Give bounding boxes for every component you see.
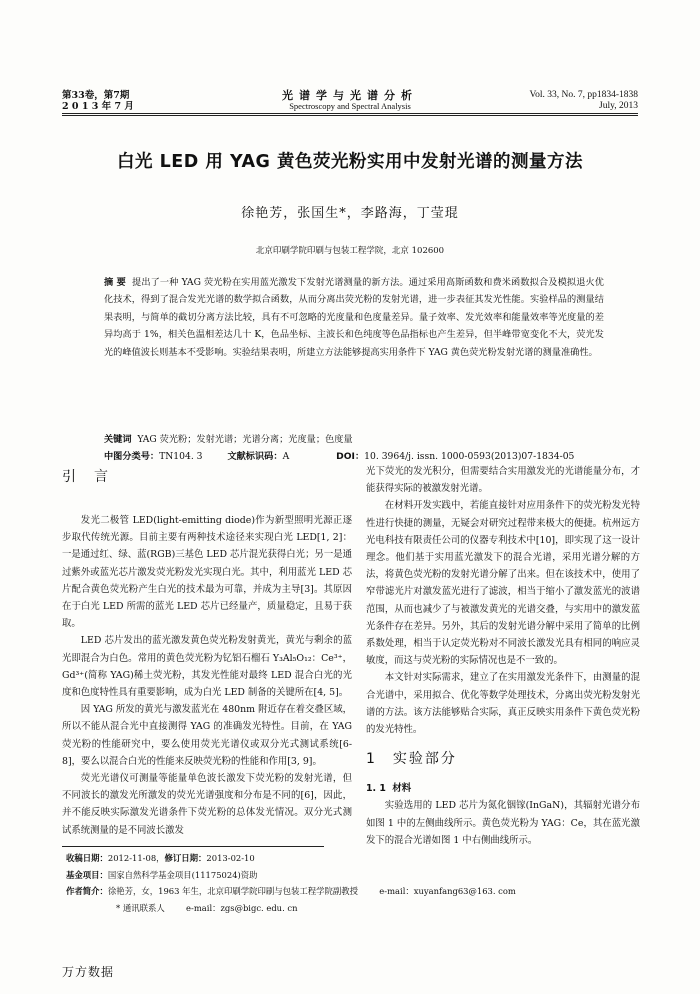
section-1-number: 1 — [366, 751, 377, 768]
left-column — [62, 462, 352, 839]
publication-date: 2 0 1 3 年 7 月 — [62, 101, 134, 112]
running-header-center — [250, 90, 450, 112]
keywords-text: YAG 荧光粉；发射光谱；光谱分离；光度量；色度量 — [137, 434, 353, 445]
intro-paragraph-2: LED 芯片发出的蓝光激发黄色荧光粉发射黄光，黄光与剩余的蓝光即混合为白色。常用的黄色荧光粉为钇铝石榴石 Y₃Al₅O₁₂：Ce³⁺，Gd³⁺(简称 YAG)稀土荧光粉，其发光性能对最终 LED 混合白光的光度和色度特性具有重要影响，成为白光 LED 制备的关键所在[4, 5]。 — [62, 635, 352, 699]
intro-heading — [62, 460, 352, 494]
doc-code-value: A — [282, 451, 290, 462]
revised-date: 2013-02-10 — [206, 853, 255, 863]
intro-heading-char1: 引 — [62, 469, 78, 485]
journal-name-en: Spectroscopy and Spectral Analysis — [289, 101, 411, 111]
keywords-label: 关键词 — [104, 434, 132, 445]
intro-paragraph-4: 荧光光谱仪可测量等能量单色波长激发下荧光粉的发射光谱，但不同波长的激发光所激发的荧光光谱强度和分布是不同的[6]，因此，并不能反映实际激发光谱条件下荧光粉的总体发光情况。双分光式测试系统测量的是不同波长激发 — [62, 773, 352, 836]
volume-issue: 第33卷，第7期 — [62, 90, 130, 101]
footnote — [66, 850, 626, 916]
journal-name-cn: 光谱学与光谱分析 — [282, 89, 418, 102]
doi-label: DOI： — [336, 451, 365, 462]
footnote-rule — [62, 846, 324, 847]
footnote-fund — [66, 867, 626, 884]
right-paragraph-3: 本文针对实际需求，建立了在实用激发光条件下，由测量的混合光谱中，采用拟合、优化等数学处理技术，分离出荧光粉发射光谱的方法。该方法能够贴合实际，真正反映实用条件下黄色荧光粉的发光特性。 — [366, 672, 640, 736]
clc-value: TN104. 3 — [159, 451, 203, 462]
bio-text: 徐艳芳，女，1963 年生，北京印刷学院印刷与包装工程学院副教授 — [107, 886, 358, 897]
corresponding-email: e-mail：zgs@bigc. edu. cn — [186, 902, 298, 913]
fund-text: 国家自然科学基金项目(11175024)资助 — [107, 869, 258, 880]
running-header-right — [529, 90, 638, 112]
keywords-line — [104, 431, 624, 448]
running-header-left — [62, 90, 134, 112]
header-rule-double — [62, 115, 638, 116]
fund-label: 基金项目： — [66, 869, 108, 880]
author-list: 徐艳芳，张国生*，李路海，丁莹琨 — [241, 206, 459, 221]
footnote-bio — [66, 883, 626, 900]
affiliation: 北京印刷学院印刷与包装工程学院，北京 102600 — [255, 246, 445, 256]
subsection-1-1-heading — [366, 780, 640, 797]
revised-label: 修订日期： — [164, 853, 207, 863]
received-date: 2012-11-08， — [107, 853, 165, 863]
materials-paragraph: 实验选用的 LED 芯片为氮化铟镓(InGaN)，其辐射光谱分布如图 1 中的左侧曲线所示。黄色荧光粉为 YAG：Ce，其在蓝光激发下的混合光谱如图 1 中右侧曲线所示。 — [366, 800, 640, 846]
abstract-text: 提出了一种 YAG 荧光粉在实用蓝光激发下发射光谱测量的新方法。通过采用高斯函数和费米函数拟合及模拟退火优化技术，得到了混合发光光谱的数学拟合函数，从而分离出荧光粉的发射光谱，进一步表征其发光性能。实验样品的测量结果表明，与简单的截切分离方法比较，具有不可忽略的光度量和色度量差异。量子效率、发光效率和能量效率等光度量的差异均高于 1%，相关色温相差达几十 K，色品坐标、主波长和色纯度等色品指标也产生差异，但半峰带宽变化不大，荧光发光的峰值波长则基本不受影响。实验结果表明，所建立方法能够提高实用条件下 YAG 黄色荧光粉发射光谱的测量准确性。 — [104, 277, 604, 358]
subsection-title: 材料 — [392, 783, 412, 795]
right-paragraph-2: 在材料开发实践中，若能直接针对应用条件下的荧光粉发光特性进行快捷的测量，无疑会对研究过程带来极大的便捷。杭州远方光电科技有限责任公司的仪器专利技术中[10]，即实现了这一设计理念。他们基于实用蓝光激发下的混合光谱，采用光谱分解的方法，将黄色荧光粉的发射光谱分解了出来。但在该技术中，使用了窄带滤光片对激发蓝光进行了滤波，相当于缩小了激发蓝光的波谱范围，从而也减少了与被激发黄光的光谱交叠，与实用中的激发蓝光条件存在差异。另外，其后的发射光谱分解中采用了简单的比例系数处理，相当于认定荧光粉对不同波长激发光具有相同的响应灵敏度，而这与荧光粉的实际情况也是不一致的。 — [366, 500, 640, 667]
intro-paragraph-3: 因 YAG 所发的黄光与激发蓝光在 480nm 附近存在着交叠区域，所以不能从混合光中直接测得 YAG 的准确发光特性。目前，在 YAG 荧光粉的性能研究中，要么使用荧光光谱仪或双分光式测试系统[6-8]，要么以混合白光的性能来反映荧光粉的性能和作用[3, 9]。 — [62, 704, 352, 767]
footnote-correspondence — [66, 900, 626, 917]
corresponding-label: * 通讯联系人 — [116, 902, 165, 913]
month-year: July, 2013 — [599, 101, 638, 111]
subsection-number: 1. 1 — [366, 783, 386, 795]
doi-value: 10. 3964/j. issn. 1000-0593(2013)07-1834-05 — [364, 451, 575, 462]
section-1-title: 实验部分 — [392, 751, 457, 768]
abstract-label: 摘 要 — [104, 277, 126, 288]
doc-code-label: 文献标识码： — [227, 451, 283, 462]
bio-email: e-mail：xuyanfang63@163. com — [379, 886, 516, 897]
right-paragraph-1: 光下荧光的发光积分，但需要结合实用激发光的光谱能量分布，才能获得实际的被激发射光谱。 — [366, 466, 640, 495]
footnote-dates — [66, 850, 626, 867]
intro-heading-char2: 言 — [94, 469, 110, 485]
clc-label: 中图分类号： — [104, 451, 160, 462]
received-label: 收稿日期： — [66, 853, 108, 863]
header-rule — [62, 113, 638, 114]
paper-title: 白光 LED 用 YAG 黄色荧光粉实用中发射光谱的测量方法 — [117, 152, 583, 172]
right-column — [366, 463, 640, 849]
section-1-heading — [366, 746, 640, 772]
intro-paragraph-1: 发光二极管 LED(light-emitting diode)作为新型照明光源正逐步取代传统光源。目前主要有两种技术途径来实现白光 LED[1, 2]：一是通过红、绿、蓝(RGB)三基色 LED 芯片混光获得白光；另一是通过紫外或蓝光芯片激发荧光粉发光实现白光。其中，利用蓝光 LED 芯片配合黄色荧光粉产生白光的技术最为可靠，并成为主导[3]。其原因在于白光 LED 所需的蓝光 LED 芯片已经量产，质量稳定，且易于获取。 — [62, 515, 352, 630]
abstract — [104, 274, 604, 361]
volume-pages: Vol. 33, No. 7, pp1834-1838 — [529, 90, 638, 100]
wanfang-watermark: 万方数据 — [62, 965, 115, 979]
bio-label: 作者简介： — [66, 886, 108, 897]
